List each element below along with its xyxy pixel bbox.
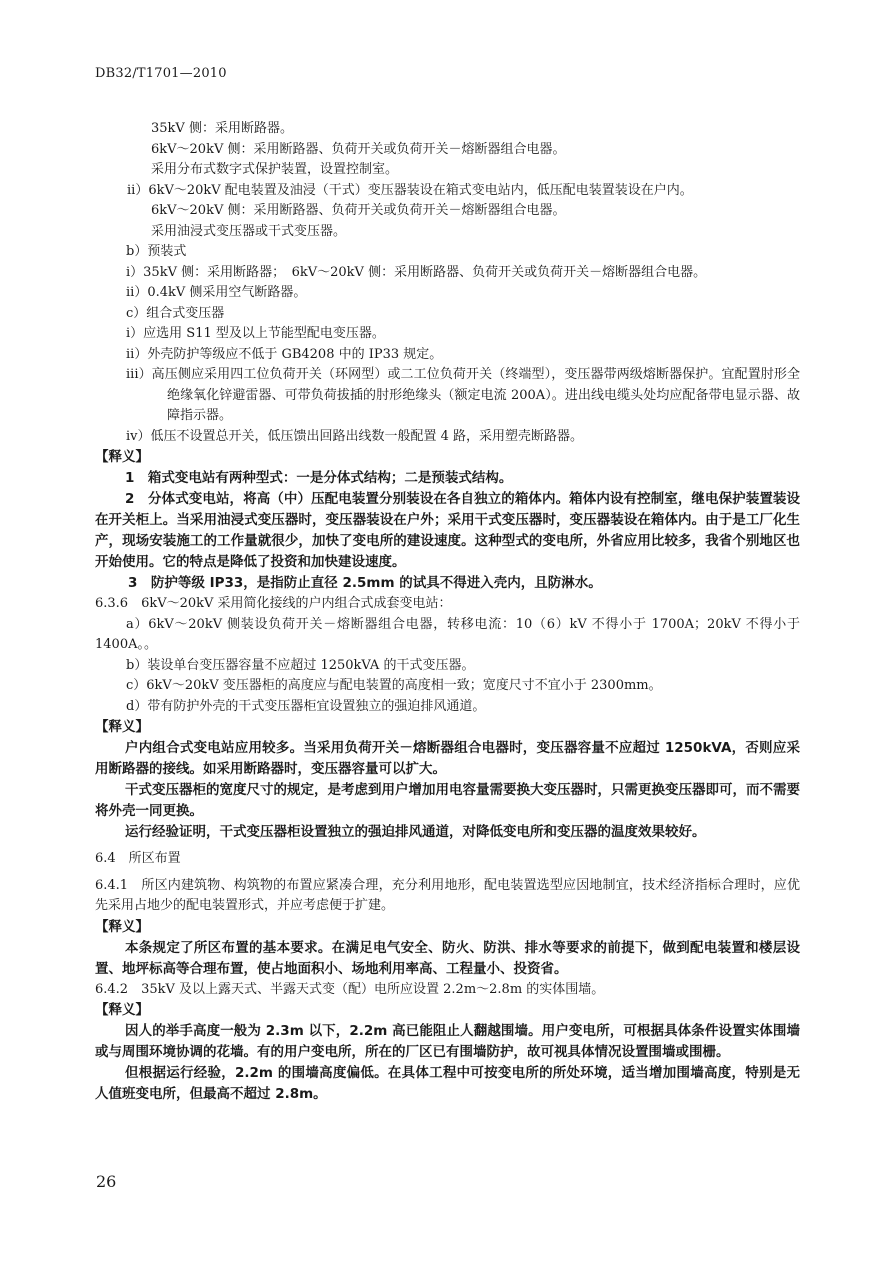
clause-text: 6.4.1 所区内建筑物、构筑物的布置应紧凑合理，充分利用地形，配电装置选型应因地制宜，技术经济指标合理时，应优先采用占地少的配电装置形式，并应考虑便于扩建。 — [95, 877, 800, 913]
page-body — [95, 119, 800, 1105]
list-item: ii）0.4kV 侧采用空气断路器。 — [126, 285, 307, 300]
list-item: ii）外壳防护等级应不低于 GB4208 中的 IP33 规定。 — [126, 346, 443, 362]
list-item: i）35kV 侧：采用断路器； 6kV～20kV 侧：采用断路器、负荷开关或负荷开关－熔断器组合电器。 — [126, 264, 707, 280]
text-line: 采用分布式数字式保护装置，设置控制室。 — [151, 162, 399, 177]
interpretation-paragraph: 干式变压器柜的宽度尺寸的规定，是考虑到用户增加用电容量需要换大变压器时，只需更换变压器即可，而不需要将外壳一同更换。 — [95, 782, 800, 819]
interpretation-paragraph: 3 防护等级 IP33，是指防止直径 2.5mm 的试具不得进入壳内，且防淋水。 — [128, 575, 602, 591]
interpretation-paragraph: 因人的举手高度一般为 2.3m 以下，2.2m 高已能阻止人翻越围墙。用户变电所，可根据具体条件设置实体围墙或与周围环境协调的花墙。有的用户变电所，所在的厂区已有围墙防护，故可视具体情况设置围墙或围栅。 — [95, 1023, 800, 1060]
interpretation-paragraph: 2 分体式变电站，将高（中）压配电装置分别装设在各自独立的箱体内。箱体内设有控制室，继电保护装置装设在开关柜上。当采用油浸式变压器时，变压器装设在户外；采用干式变压器时，变压器装设在箱体内。由于是工厂化生产，现场安装施工的工作量就很少，加快了变电所的建设速度。这种型式的变电所，外省应用比较多，我省个别地区也开始使用。它的特点是降低了投资和加快建设速度。 — [95, 491, 800, 570]
list-item: b）预装式 — [126, 244, 187, 259]
list-item: iii）高压侧应采用四工位负荷开关（环网型）或二工位负荷开关（终端型），变压器带两级熔断器保护。宜配置肘形全绝缘氧化锌避雷器、可带负荷拔插的肘形绝缘头（额定电流 200A）。进出线电缆头处均应配备带电显示器、故障指示器。 — [126, 367, 800, 423]
list-item: c）6kV～20kV 变压器柜的高度应与配电装置的高度相一致；宽度尺寸不宜小于 2300mm。 — [126, 678, 662, 693]
clause-heading: 6.4.2 35kV 及以上露天式、半露天式变（配）电所应设置 2.2m～2.8m 的实体围墙。 — [95, 981, 605, 997]
interpretation-paragraph: 但根据运行经验，2.2m 的围墙高度偏低。在具体工程中可按变电所的所处环境，适当增加围墙高度，特别是无人值班变电所，但最高不超过 2.8m。 — [95, 1065, 800, 1102]
interpretation-paragraph: 运行经验证明，干式变压器柜设置独立的强迫排风通道，对降低变电所和变压器的温度效果较好。 — [125, 824, 706, 840]
interpretation-heading: 【释义】 — [95, 1002, 149, 1018]
page-number: 26 — [96, 1172, 117, 1191]
text-line: 采用油浸式变压器或干式变压器。 — [151, 223, 347, 239]
interpretation-paragraph: 1 箱式变电站有两种型式：一是分体式结构；二是预装式结构。 — [125, 470, 513, 486]
list-item: b）装设单台变压器容量不应超过 1250kVA 的干式变压器。 — [126, 657, 475, 673]
interpretation-heading: 【释义】 — [95, 719, 149, 735]
list-item: a）6kV～20kV 侧装设负荷开关－熔断器组合电器，转移电流：10（6）kV 不得小于 1700A；20kV 不得小于 1400A。。 — [95, 616, 800, 652]
section-heading: 6.4 所区布置 — [95, 851, 181, 866]
list-item: iv）低压不设置总开关，低压馈出回路出线数一般配置 4 路，采用塑壳断路器。 — [126, 428, 584, 444]
clause-heading: 6.3.6 6kV～20kV 采用简化接线的户内组合式成套变电站： — [95, 596, 452, 611]
interpretation-heading: 【释义】 — [95, 449, 149, 465]
interpretation-paragraph: 本条规定了所区布置的基本要求。在满足电气安全、防火、防洪、排水等要求的前提下，做到配电装置和楼层设置、地坪标高等合理布置，使占地面积小、场地利用率高、工程量小、投资省。 — [95, 939, 800, 977]
text-line: 6kV～20kV 侧：采用断路器、负荷开关或负荷开关－熔断器组合电器。 — [151, 203, 566, 218]
document-code: DB32/T1701—2010 — [95, 66, 227, 81]
list-item: c）组合式变压器 — [126, 305, 225, 321]
list-item: i）应选用 S11 型及以上节能型配电变压器。 — [126, 326, 385, 341]
interpretation-paragraph: 户内组合式变电站应用较多。当采用负荷开关－熔断器组合电器时，变压器容量不应超过 1250kVA，否则应采用断路器的接线。如采用断路器时，变压器容量可以扩大。 — [95, 740, 800, 777]
list-item: ii）6kV～20kV 配电装置及油浸（干式）变压器装设在箱式变电站内，低压配电装置装设在户内。 — [127, 182, 693, 198]
interpretation-heading: 【释义】 — [95, 918, 149, 935]
text-line: 6kV～20kV 侧：采用断路器、负荷开关或负荷开关－熔断器组合电器。 — [151, 141, 566, 157]
list-item: d）带有防护外壳的干式变压器柜宜设置独立的强迫排风通道。 — [126, 698, 486, 714]
text-line: 35kV 侧：采用断路器。 — [151, 121, 293, 136]
